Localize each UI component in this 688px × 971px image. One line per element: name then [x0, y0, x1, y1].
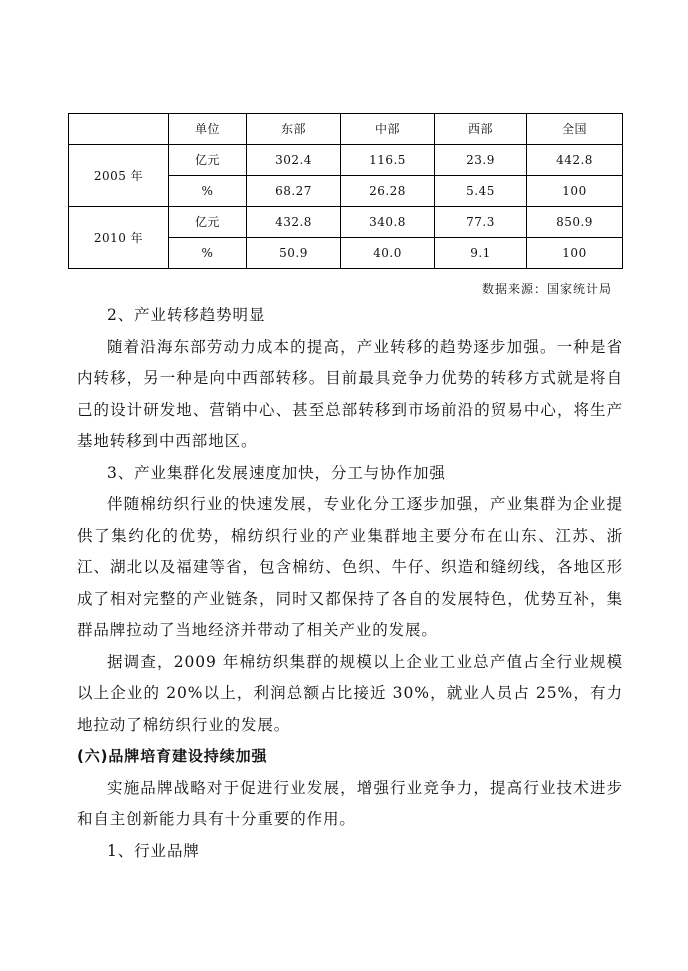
national-cell: 100	[527, 176, 623, 207]
table-header-row	[69, 114, 623, 145]
national-cell: 850.9	[527, 207, 623, 238]
document-body	[77, 300, 623, 867]
paragraph: 随着沿海东部劳动力成本的提高，产业转移的趋势逐步加强。一种是省内转移，另一种是向中西部转移。目前最具竞争力优势的转移方式就是将自己的设计研发地、营销中心、甚至总部转移到市场前沿的贸易中心，将生产基地转移到中西部地区。	[77, 337, 623, 450]
data-source-note: 数据来源：国家统计局	[481, 282, 612, 296]
paragraph: 伴随棉纺织行业的快速发展，专业化分工逐步加强，产业集群为企业提供了集约化的优势，棉纺织行业的产业集群地主要分布在山东、江苏、浙江、湖北以及福建等省，包含棉纺、色织、牛仔、织造和缝纫线，各地区形成了相对完整的产业链条，同时又都保持了各自的发展特色，优势互补，集群品牌拉动了当地经济并带动了相关产业的发展。	[77, 495, 623, 639]
national-cell: 442.8	[527, 145, 623, 176]
subsection-heading: 3、产业集群化发展速度加快，分工与协作加强	[107, 463, 446, 482]
paragraph: 据调查，2009 年棉纺织集群的规模以上企业工业总产值占全行业规模以上企业的 20%以上，利润总额占比接近 30%，就业人员占 25%，有力地拉动了棉纺织行业的发展。	[77, 652, 623, 734]
table-row	[69, 145, 623, 176]
east-cell: 432.8	[247, 207, 341, 238]
unit-cell: %	[169, 238, 247, 269]
central-cell: 26.28	[341, 176, 435, 207]
west-cell: 9.1	[435, 238, 527, 269]
regional-output-table	[68, 113, 623, 269]
paragraph: 实施品牌战略对于促进行业发展，增强行业竞争力，提高行业技术进步和自主创新能力具有十分重要的作用。	[77, 778, 623, 828]
header-cell-empty	[69, 114, 169, 145]
section-heading: (六)品牌培育建设持续加强	[77, 747, 268, 765]
header-cell-national: 全国	[527, 114, 623, 145]
west-cell: 77.3	[435, 207, 527, 238]
east-cell: 50.9	[247, 238, 341, 269]
year-cell: 2010 年	[69, 207, 169, 269]
header-cell-unit: 单位	[169, 114, 247, 145]
header-cell-east: 东部	[247, 114, 341, 145]
central-cell: 116.5	[341, 145, 435, 176]
west-cell: 23.9	[435, 145, 527, 176]
header-cell-central: 中部	[341, 114, 435, 145]
table-row	[69, 207, 623, 238]
header-cell-west: 西部	[435, 114, 527, 145]
east-cell: 302.4	[247, 145, 341, 176]
unit-cell: %	[169, 176, 247, 207]
west-cell: 5.45	[435, 176, 527, 207]
subsection-heading: 1、行业品牌	[107, 841, 200, 860]
subsection-heading: 2、产业转移趋势明显	[107, 306, 266, 324]
central-cell: 340.8	[341, 207, 435, 238]
east-cell: 68.27	[247, 176, 341, 207]
unit-cell: 亿元	[169, 145, 247, 176]
national-cell: 100	[527, 238, 623, 269]
central-cell: 40.0	[341, 238, 435, 269]
unit-cell: 亿元	[169, 207, 247, 238]
year-cell: 2005 年	[69, 145, 169, 207]
